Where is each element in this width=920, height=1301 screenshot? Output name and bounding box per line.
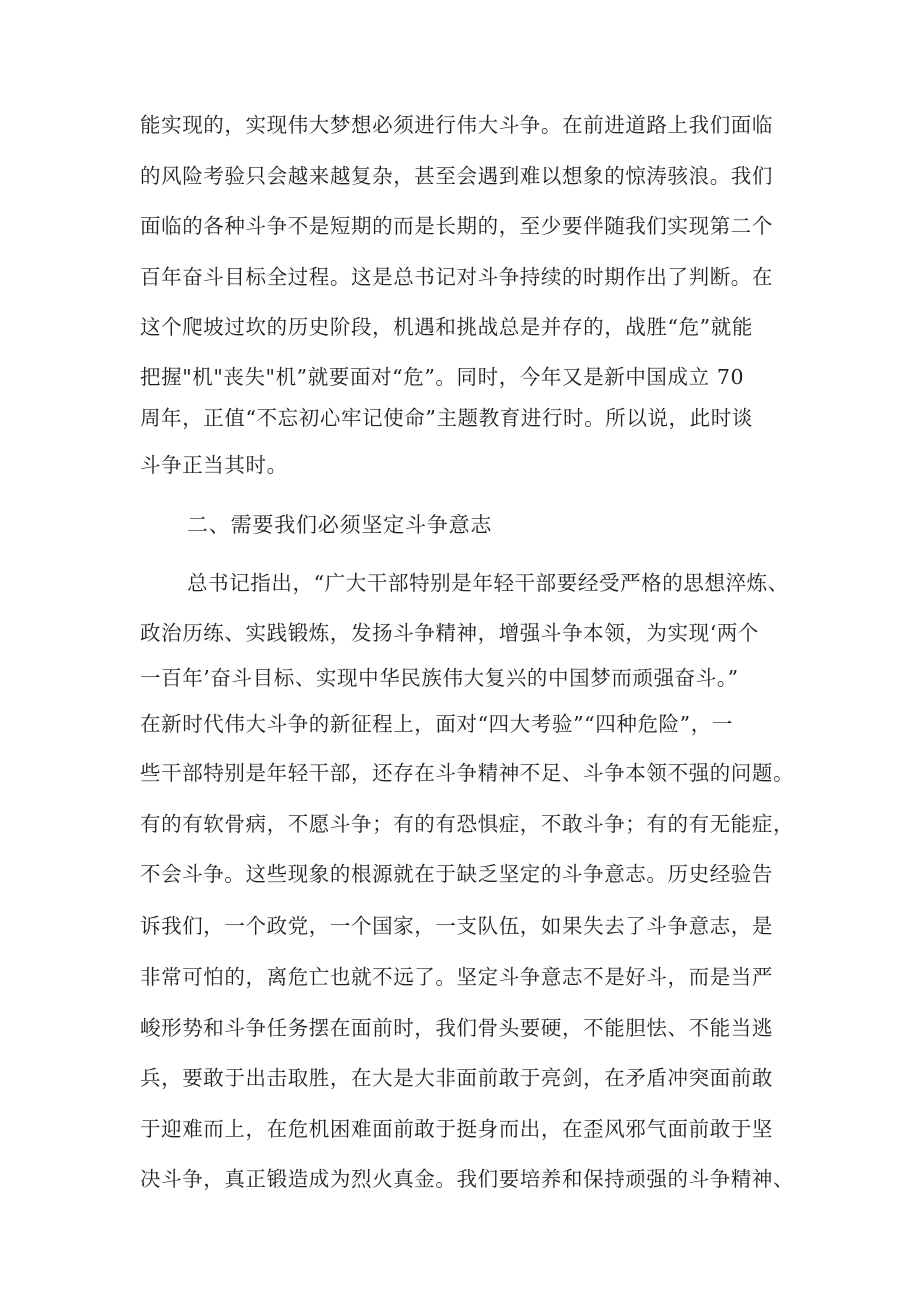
paragraph-line: 总书记指出，“广大干部特别是年轻干部要经受严格的思想淬炼、 xyxy=(187,571,789,595)
paragraph-line: 斗争正当其时。 xyxy=(140,453,288,477)
paragraph-line: 百年奋斗目标全过程。这是总书记对斗争持续的时期作出了判断。在 xyxy=(140,265,773,289)
section-heading: 二、需要我们必须坚定斗争意志 xyxy=(187,513,493,537)
paragraph-line: 周年，正值“不忘初心牢记使命”主题教育进行时。所以说，此时谈 xyxy=(140,406,753,430)
paragraph-line: 些干部特别是年轻干部，还存在斗争精神不足、斗争本领不强的问题。 xyxy=(140,761,795,785)
paragraph-line: 能实现的，实现伟大梦想必须进行伟大斗争。在前进道路上我们面临 xyxy=(140,113,773,137)
paragraph-line: 非常可怕的，离危亡也就不远了。坚定斗争意志不是好斗，而是当严 xyxy=(140,965,773,989)
paragraph-line: 这个爬坡过坎的历史阶段，机遇和挑战总是并存的，战胜“危”就能 xyxy=(140,315,753,339)
paragraph-line: 兵，要敢于出击取胜，在大是大非面前敢于亮剑，在矛盾冲突面前敢 xyxy=(140,1066,773,1090)
paragraph-line: 政治历练、实践锻炼，发扬斗争精神，增强斗争本领，为实现‘两个 xyxy=(140,621,760,645)
paragraph-line: 面临的各种斗争不是短期的而是长期的，至少要伴随我们实现第二个 xyxy=(140,214,773,238)
paragraph-line: 在新时代伟大斗争的新征程上，面对“四大考验”“四种危险”，一 xyxy=(140,712,733,736)
paragraph-line: 把握"机"丧失"机”就要面对“危”。同时，今年又是新中国成立 70 xyxy=(140,365,745,389)
paragraph-line: 的风险考验只会越来越复杂，甚至会遇到难以想象的惊涛骇浪。我们 xyxy=(140,164,773,188)
paragraph-line: 决斗争，真正锻造成为烈火真金。我们要培养和保持顽强的斗争精神、 xyxy=(140,1167,795,1191)
paragraph-line: 一百年’奋斗目标、实现中华民族伟大复兴的中国梦而顽强奋斗。” xyxy=(140,666,739,690)
paragraph-line: 于迎难而上，在危机困难面前敢于挺身而出，在歪风邪气面前敢于坚 xyxy=(140,1117,773,1141)
paragraph-line: 有的有软骨病，不愿斗争；有的有恐惧症，不敢斗争；有的有无能症， xyxy=(140,812,795,836)
paragraph-line: 不会斗争。这些现象的根源就在于缺乏坚定的斗争意志。历史经验告 xyxy=(140,862,773,886)
paragraph-line: 诉我们，一个政党，一个国家，一支队伍，如果失去了斗争意志，是 xyxy=(140,914,773,938)
paragraph-line: 峻形势和斗争任务摆在面前时，我们骨头要硬，不能胆怯、不能当逃 xyxy=(140,1016,773,1040)
